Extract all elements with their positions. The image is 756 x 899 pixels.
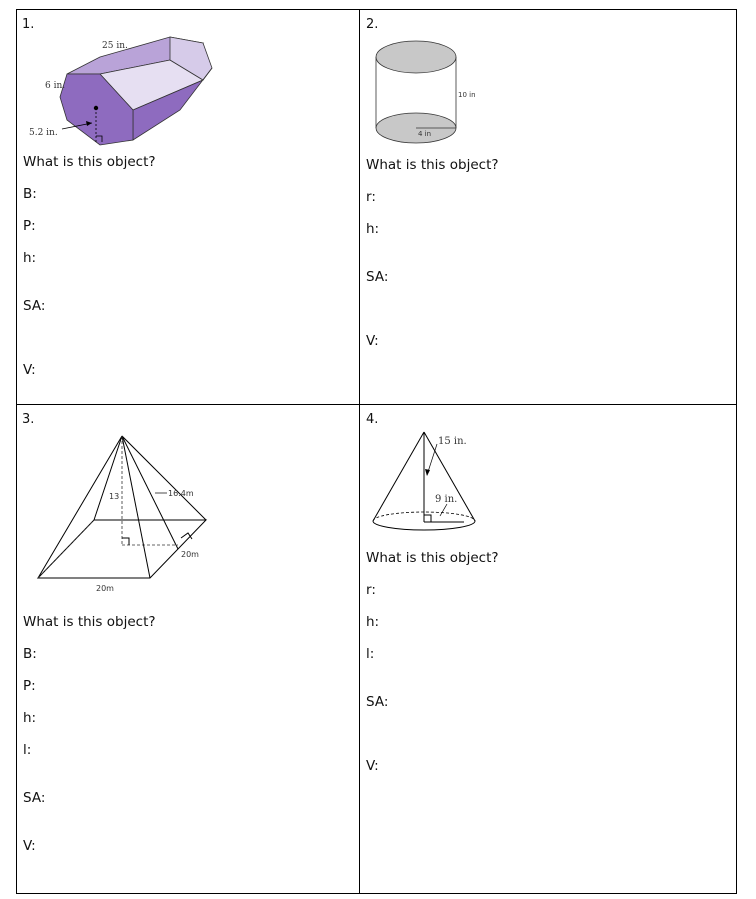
question: What is this object? xyxy=(366,550,499,566)
side-right-label: 20m xyxy=(181,550,199,559)
field-p: P: xyxy=(23,218,36,234)
problem-number: 2. xyxy=(366,17,379,32)
field-r: r: xyxy=(366,582,376,598)
side-bottom-label: 20m xyxy=(96,584,114,593)
field-h: h: xyxy=(366,221,380,237)
field-h: h: xyxy=(366,614,380,630)
field-v: V: xyxy=(23,838,36,854)
field-h: h: xyxy=(23,250,37,266)
radius-label: 4 in xyxy=(418,130,432,138)
field-v: V: xyxy=(366,333,379,349)
field-b: B: xyxy=(23,646,37,662)
field-b: B: xyxy=(23,186,37,202)
question: What is this object? xyxy=(23,614,156,630)
field-sa: SA: xyxy=(23,790,46,806)
field-l: l: xyxy=(23,742,32,758)
problem-number: 1. xyxy=(22,17,35,32)
height-label: 10 in xyxy=(458,91,476,99)
apothem-label: 5.2 in. xyxy=(29,128,58,138)
radius-label: 9 in. xyxy=(435,494,458,505)
field-sa: SA: xyxy=(366,694,389,710)
side-label: 6 in. xyxy=(45,81,66,91)
field-v: V: xyxy=(23,362,36,378)
question: What is this object? xyxy=(366,157,499,173)
field-v: V: xyxy=(366,758,379,774)
field-sa: SA: xyxy=(23,298,46,314)
field-p: P: xyxy=(23,678,36,694)
slant-label: 16.4m xyxy=(168,489,194,498)
field-h: h: xyxy=(23,710,37,726)
height-label: 13 xyxy=(109,492,120,501)
field-l: l: xyxy=(366,646,375,662)
question: What is this object? xyxy=(23,154,156,170)
problem-number: 3. xyxy=(22,412,35,427)
field-r: r: xyxy=(366,189,376,205)
field-sa: SA: xyxy=(366,269,389,285)
length-label: 25 in. xyxy=(102,41,128,51)
slant-label: 15 in. xyxy=(438,436,467,447)
problem-number: 4. xyxy=(366,412,379,427)
